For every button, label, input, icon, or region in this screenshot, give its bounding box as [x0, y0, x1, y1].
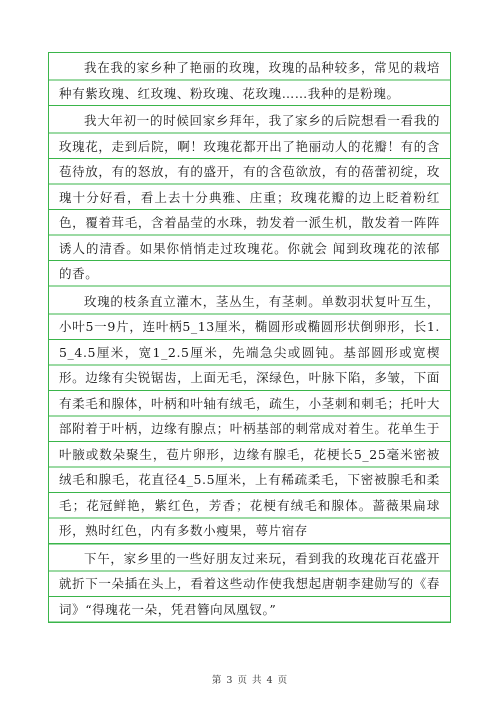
ruled-document-body — [48, 52, 451, 623]
paragraph-1: 我在我的家乡种了艳丽的玫瑰，玫瑰的品种较多，常见的栽培种有紫玫瑰、红玫瑰、粉玫瑰、花玫瑰……我种的是粉瑰。 — [49, 53, 450, 106]
paragraph-4: 下午，家乡里的一些好朋友过来玩，看到我的玫瑰花百花盛开就折下一朵插在头上，看着这些动作使我想起唐朝李建勋写的《春词》“得瑰花一朵，凭君簪向凤凰钗。” — [49, 544, 450, 623]
paragraph-2: 我大年初一的时候回家乡拜年，我了家乡的后院想看一看我的玫瑰花，走到后院，啊！玫瑰花都开出了艳丽动人的花瓣！有的含苞待放，有的怒放，有的盛开，有的含苞欲放，有的蓓蕾初绽，玫瑰十分好看，看上去十分典雅、庄重；玫瑰花瓣的边上眨着粉红色，覆着茸毛，含着晶莹的水珠，勃发着一派生机，散发着一阵阵诱人的清香。如果你悄悄走过玫瑰花。你就会 闻到玫瑰花的浓郁的香。 — [49, 106, 450, 287]
paragraph-3: 玫瑰的枝条直立灌木，茎丛生，有茎刺。单数羽状复叶互生，小叶5一9片，连叶柄5_13厘米，椭圆形或椭圆形状倒卵形，长1.5_4.5厘米，宽1_2.5厘米，先端急尖或圆钝。基部圆形或宽楔形。边缘有尖锐锯齿，上面无毛，深绿色，叶脉下陷，多皱，下面有柔毛和腺体，叶柄和叶轴有绒毛，疏生，小茎刺和刺毛；托叶大部附着于叶柄，边缘有腺点；叶柄基部的刺常成对着生。花单生于叶腋或数朵聚生，苞片卵形，边缘有腺毛，花梗长5_25毫米密被绒毛和腺毛，花直径4_5.5厘米，上有稀疏柔毛，下密被腺毛和柔毛；花冠鲜艳，紫红色，芳香；花梗有绒毛和腺体。蔷薇果扁球形，熟时红色，内有多数小瘦果，萼片宿存 — [49, 287, 450, 544]
page-number-footer: 第 3 页 共 4 页 — [211, 675, 289, 686]
